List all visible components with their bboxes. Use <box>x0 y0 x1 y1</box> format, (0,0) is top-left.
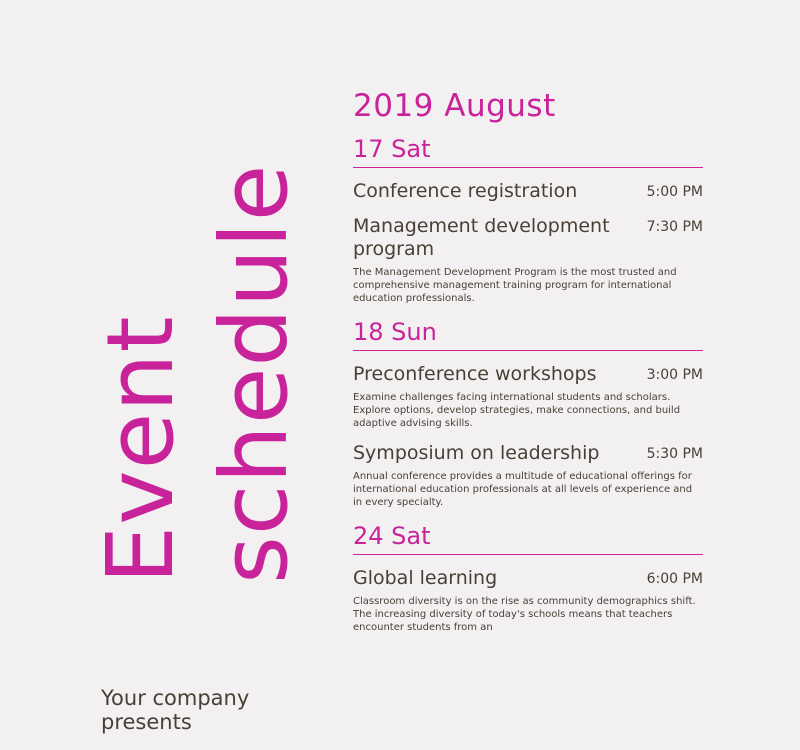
schedule-column <box>353 86 703 646</box>
event-title: Preconference workshops <box>353 363 597 385</box>
day-section <box>353 134 703 305</box>
day-section <box>353 317 703 509</box>
event-description: The Management Development Program is the most trusted and comprehensive management training program for international education professionals. <box>353 267 677 304</box>
event-description: Examine challenges facing international students and scholars. Explore options, develop strategies, make connections, and build adaptive advising skills. <box>353 392 681 429</box>
event-time: 6:00 PM <box>646 571 703 587</box>
heading-line-event: Event <box>87 315 194 584</box>
event-time: 7:30 PM <box>646 219 703 235</box>
event-description: Annual conference provides a multitude of educational offerings for international education professionals at all levels of experience and in every specialty. <box>353 471 693 508</box>
day-header: 17 Sat <box>353 134 703 168</box>
event-item <box>353 215 703 305</box>
event-time: 5:00 PM <box>646 184 703 200</box>
event-title: Symposium on leadership <box>353 442 600 464</box>
event-title: Management development program <box>353 215 610 260</box>
event-item <box>353 442 703 509</box>
presenter-text <box>101 686 249 734</box>
month-title: 2019 August <box>353 88 556 124</box>
event-item <box>353 363 703 430</box>
event-title: Global learning <box>353 567 498 589</box>
day-section <box>353 521 703 634</box>
heading-line-schedule: schedule <box>201 163 308 584</box>
event-item <box>353 567 703 634</box>
event-time: 3:00 PM <box>646 367 703 383</box>
day-header: 24 Sat <box>353 521 703 555</box>
event-item <box>353 180 703 203</box>
vertical-heading <box>87 88 308 588</box>
presenter-line-2: presents <box>101 710 192 734</box>
event-description: Classroom diversity is on the rise as community demographics shift. The increasing diversity of today's schools means that teachers encounter students from an <box>353 596 696 633</box>
presenter-line-1: Your company <box>101 686 250 710</box>
day-header: 18 Sun <box>353 317 703 351</box>
event-title: Conference registration <box>353 180 578 202</box>
event-time: 5:30 PM <box>646 446 703 462</box>
